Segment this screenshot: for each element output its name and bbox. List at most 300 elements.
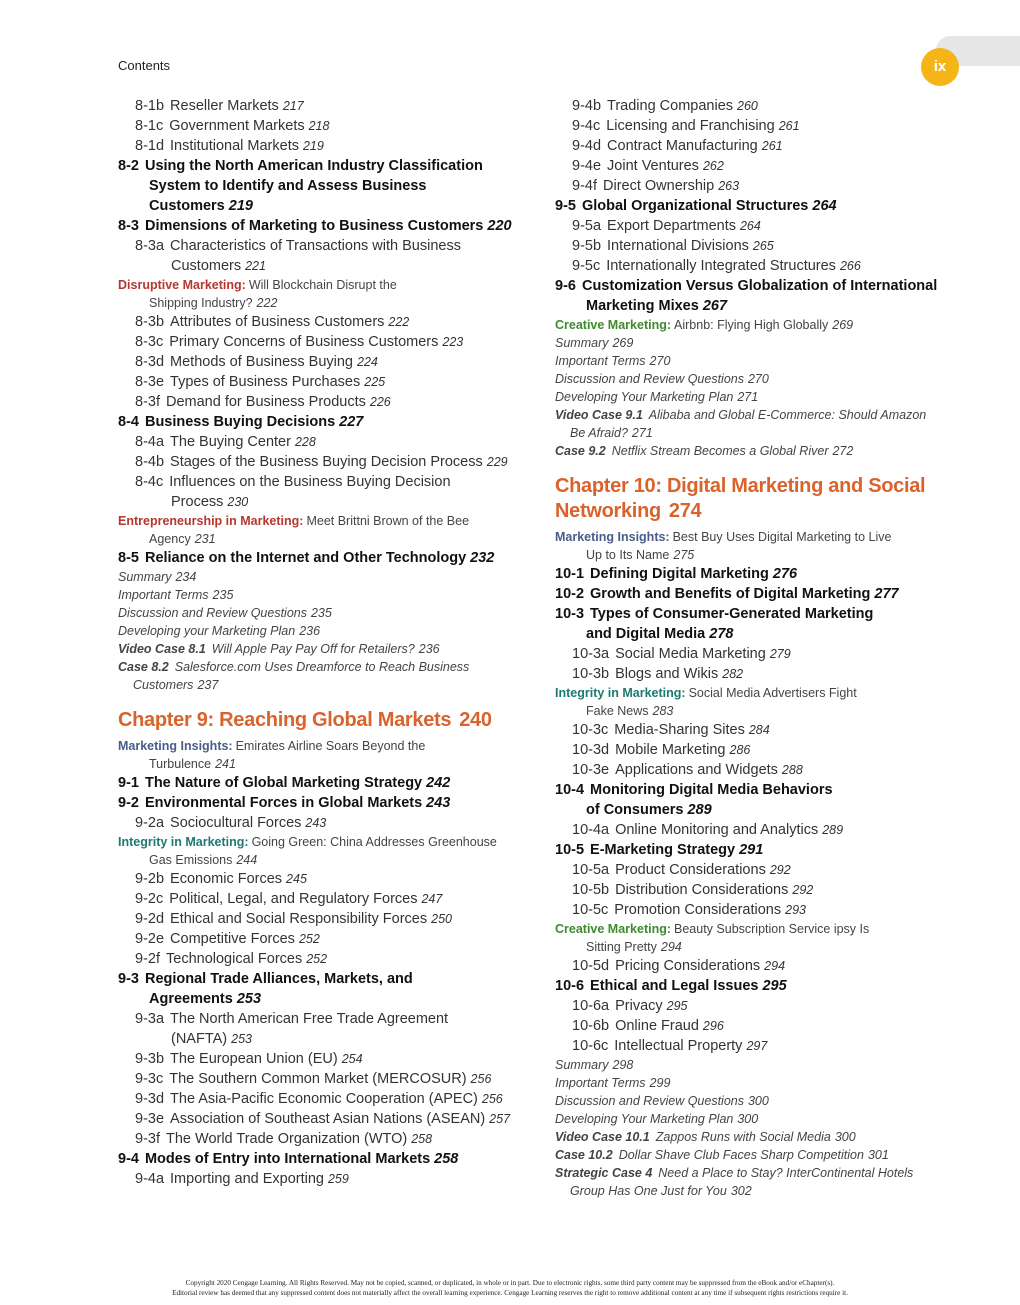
- chapter-title-line: Chapter 9: Reaching Global Markets 240: [118, 709, 492, 731]
- entry-title-text: Blogs and Wikis: [615, 666, 719, 682]
- page-number: 301: [867, 1148, 889, 1162]
- entry-number: Video Case 8.1: [118, 642, 206, 656]
- entry-number: 8-4: [118, 414, 139, 430]
- entry-title-line: [555, 408, 926, 422]
- entry-title-text: Developing Your Marketing Plan: [555, 390, 734, 404]
- feature-box-entry: [555, 684, 955, 720]
- entry-title-text: Group Has One Just for You: [570, 1184, 727, 1198]
- page-number: 271: [737, 390, 759, 404]
- entry-title-line: [135, 256, 528, 276]
- feature-box-entry: [555, 920, 955, 956]
- page-number: 235: [212, 588, 234, 602]
- subsection-entry: [555, 664, 955, 684]
- entry-title-line: Agency 231: [149, 532, 216, 546]
- feature-label: Marketing Insights:: [118, 739, 233, 753]
- entry-title-text: Important Terms: [555, 1076, 646, 1090]
- entry-number: 10-3d: [572, 742, 610, 758]
- subsection-entry: [555, 156, 955, 176]
- entry-title-text: Pricing Considerations: [615, 958, 761, 974]
- entry-title-line: [555, 624, 955, 644]
- page-number: 232: [470, 550, 495, 566]
- entry-title-line: [135, 891, 442, 907]
- page-number: 294: [660, 940, 682, 954]
- entry-title-line: [572, 958, 785, 974]
- entry-title-text: Developing your Marketing Plan: [118, 624, 296, 638]
- entry-title-text: Economic Forces: [170, 871, 283, 887]
- entry-title-line: [135, 474, 451, 490]
- entry-title-line: [135, 98, 304, 114]
- page-number: 282: [722, 667, 744, 681]
- entry-title-text: The Asia-Pacific Economic Cooperation (APEC): [170, 1091, 478, 1107]
- subsection-entry: [118, 312, 528, 332]
- page-number: 242: [426, 775, 451, 791]
- entry-number: 9-2e: [135, 931, 165, 947]
- entry-title-text: Joint Ventures: [607, 158, 699, 174]
- subsection-entry: [118, 1109, 528, 1129]
- entry-title-text: Regional Trade Alliances, Markets, and: [144, 971, 413, 987]
- entry-title-line: [555, 586, 899, 602]
- entry-number: 8-1b: [135, 98, 165, 114]
- page-number: 231: [194, 532, 216, 546]
- page-number: 298: [612, 1058, 634, 1072]
- entry-number: 8-3b: [135, 314, 165, 330]
- entry-title-line: [555, 606, 873, 622]
- subsection-entry: [555, 1016, 955, 1036]
- entry-number: 8-4a: [135, 434, 165, 450]
- page-number: 250: [431, 912, 452, 926]
- entry-title-line: [555, 1148, 889, 1162]
- entry-title-line: [555, 444, 853, 458]
- feature-label: Marketing Insights:: [555, 530, 670, 544]
- entry-title-line: [572, 1018, 724, 1034]
- feature-box-entry: [555, 316, 955, 334]
- section-entry: [555, 276, 955, 316]
- subsection-entry: [118, 1049, 528, 1069]
- subsection-entry: [555, 900, 955, 920]
- end-matter-entry: [118, 568, 528, 586]
- section-entry: [555, 196, 955, 216]
- entry-number: 9-2f: [135, 951, 160, 967]
- page-number: 275: [673, 548, 695, 562]
- subsection-entry: [118, 332, 528, 352]
- toc-left-column: [118, 96, 528, 1189]
- entry-title-text: Important Terms: [555, 354, 646, 368]
- entry-title-line: [118, 795, 450, 811]
- entry-number: Video Case 9.1: [555, 408, 643, 422]
- page-number: 234: [175, 570, 197, 584]
- subsection-entry: [118, 96, 528, 116]
- entry-title-text: Be Afraid?: [570, 426, 628, 440]
- entry-title-line: [572, 238, 774, 254]
- entry-number: Case 9.2: [555, 444, 606, 458]
- feature-label: Disruptive Marketing:: [118, 278, 246, 292]
- end-matter-entry: [555, 352, 955, 370]
- entry-number: 10-6c: [572, 1038, 609, 1054]
- entry-title-line: [572, 98, 758, 114]
- entry-title-line: [555, 566, 797, 582]
- subsection-entry: [555, 996, 955, 1016]
- entry-number: 9-3b: [135, 1051, 165, 1067]
- page-number: 228: [294, 435, 316, 449]
- entry-number: 9-3e: [135, 1111, 165, 1127]
- subsection-entry: [118, 352, 528, 372]
- subsection-entry: [555, 96, 955, 116]
- page-number-badge: ix: [921, 48, 959, 86]
- entry-title-text: Demand for Business Products: [166, 394, 366, 410]
- feature-label: Integrity in Marketing:: [118, 835, 249, 849]
- entry-number: 8-2: [118, 158, 139, 174]
- entry-title-line: [118, 1151, 458, 1167]
- page-number: 227: [339, 414, 364, 430]
- entry-title-line: Shipping Industry? 222: [149, 296, 278, 310]
- page-number: 225: [364, 375, 386, 389]
- subsection-entry: [555, 1036, 955, 1056]
- page-number: 254: [341, 1052, 363, 1066]
- entry-title-text: Alibaba and Global E-Commerce: Should Amazon: [648, 408, 927, 422]
- entry-number: 8-3f: [135, 394, 160, 410]
- page-number: 277: [874, 586, 899, 602]
- page-number: 283: [652, 704, 674, 718]
- subsection-entry: [555, 720, 955, 740]
- entry-number: 10-5: [555, 842, 585, 858]
- page-number: 222: [388, 315, 410, 329]
- end-matter-entry: [555, 1128, 955, 1146]
- entry-title-text: Mobile Marketing: [615, 742, 726, 758]
- entry-number: 9-3d: [135, 1091, 165, 1107]
- entry-title-text: Online Monitoring and Analytics: [615, 822, 819, 838]
- entry-number: 8-1c: [135, 118, 164, 134]
- copyright-footer: [0, 1278, 1020, 1298]
- entry-title-line: [135, 374, 385, 390]
- page-number: 243: [305, 816, 327, 830]
- subsection-entry: [118, 136, 528, 156]
- entry-title-text: Marketing Mixes: [586, 298, 699, 314]
- entry-title-line: Best Buy Uses Digital Marketing to Live: [672, 530, 892, 544]
- entry-number: 10-6a: [572, 998, 610, 1014]
- entry-number: 9-4d: [572, 138, 602, 154]
- subsection-entry: [118, 452, 528, 472]
- subsection-entry: [118, 432, 528, 452]
- entry-title-line: Going Green: China Addresses Greenhouse: [251, 835, 497, 849]
- section-entry: [118, 969, 528, 1009]
- entry-number: 9-4a: [135, 1171, 165, 1187]
- entry-title-text: Monitoring Digital Media Behaviors: [590, 782, 833, 798]
- entry-title-text: Summary: [555, 336, 609, 350]
- feature-label: Creative Marketing:: [555, 318, 672, 332]
- entry-title-text: Customization Versus Globalization of International: [581, 278, 938, 294]
- entry-number: 10-4a: [572, 822, 610, 838]
- page-number: 252: [298, 932, 320, 946]
- end-matter-entry: [118, 658, 528, 694]
- entry-title-text: Social Media Marketing: [615, 646, 766, 662]
- entry-title-text: Ethical and Social Responsibility Forces: [170, 911, 428, 927]
- entry-title-text: Characteristics of Transactions with Business: [170, 238, 461, 254]
- page-number: 220: [487, 218, 512, 234]
- entry-number: 10-3b: [572, 666, 610, 682]
- end-matter-entry: [555, 334, 955, 352]
- end-matter-entry: [118, 640, 528, 658]
- entry-title-text: Growth and Benefits of Digital Marketing: [590, 586, 871, 602]
- page-number: 274: [668, 500, 702, 522]
- entry-title-text: Political, Legal, and Regulatory Forces: [169, 891, 418, 907]
- entry-title-text: Customers: [149, 198, 225, 214]
- entry-title-text: International Divisions: [607, 238, 749, 254]
- section-entry: [555, 564, 955, 584]
- entry-title-text: Product Considerations: [615, 862, 766, 878]
- entry-title-line: [135, 118, 329, 134]
- page-number: 261: [778, 119, 800, 133]
- section-entry: [118, 793, 528, 813]
- entry-number: 8-1d: [135, 138, 165, 154]
- entry-number: 9-4c: [572, 118, 601, 134]
- entry-title-line: [118, 642, 440, 656]
- entry-title-text: Importing and Exporting: [170, 1171, 324, 1187]
- page-number: 270: [747, 372, 769, 386]
- entry-title-line: [555, 390, 758, 404]
- chapter-heading: [555, 474, 955, 524]
- subsection-entry: [118, 472, 528, 512]
- entry-title-text: The Nature of Global Marketing Strategy: [144, 775, 423, 791]
- entry-title-text: Reseller Markets: [170, 98, 279, 114]
- entry-title-line: [135, 1131, 432, 1147]
- entry-title-text: Summary: [555, 1058, 609, 1072]
- feature-box-entry: [118, 512, 528, 548]
- entry-title-line: [135, 951, 327, 967]
- entry-title-line: [555, 842, 763, 858]
- entry-title-line: Turbulence 241: [149, 757, 236, 771]
- entry-title-line: [118, 660, 469, 674]
- entry-title-text: Institutional Markets: [170, 138, 299, 154]
- entry-title-text: Influences on the Business Buying Decision: [169, 474, 451, 490]
- subsection-entry: [118, 1089, 528, 1109]
- entry-title-text: The North American Free Trade Agreement: [170, 1011, 449, 1027]
- entry-title-line: [135, 1011, 448, 1027]
- subsection-entry: [118, 392, 528, 412]
- page-number: 223: [442, 335, 464, 349]
- entry-title-text: Association of Southeast Asian Nations (ASEAN): [170, 1111, 486, 1127]
- entry-title-text: Types of Business Purchases: [170, 374, 361, 390]
- entry-number: Case 8.2: [118, 660, 169, 674]
- entry-title-text: Discussion and Review Questions: [555, 372, 744, 386]
- entry-title-text: Sociocultural Forces: [170, 815, 302, 831]
- page-number: 230: [227, 495, 249, 509]
- entry-title-line: [555, 1058, 633, 1072]
- entry-number: 10-5a: [572, 862, 610, 878]
- page-number: 252: [306, 952, 328, 966]
- page-number: 235: [310, 606, 332, 620]
- entry-title-text: Ethical and Legal Issues: [590, 978, 759, 994]
- entry-number: 10-6: [555, 978, 585, 994]
- entry-title-line: [135, 1051, 363, 1067]
- entry-title-line: [135, 1111, 510, 1127]
- entry-title-line: Will Blockchain Disrupt the: [248, 278, 397, 292]
- subsection-entry: [555, 760, 955, 780]
- entry-title-line: [135, 815, 326, 831]
- entry-title-line: Emirates Airline Soars Beyond the: [235, 739, 426, 753]
- entry-title-line: Meet Brittni Brown of the Bee: [306, 514, 470, 528]
- entry-title-line: [118, 158, 483, 174]
- section-entry: [555, 604, 955, 644]
- entry-title-text: Distribution Considerations: [615, 882, 789, 898]
- page-number: 295: [762, 978, 787, 994]
- entry-number: 9-3a: [135, 1011, 165, 1027]
- entry-title-text: Defining Digital Marketing: [590, 566, 769, 582]
- entry-title-line: [555, 1130, 856, 1144]
- subsection-entry: [555, 644, 955, 664]
- entry-title-line: Up to Its Name 275: [586, 548, 695, 562]
- entry-title-line: [555, 800, 955, 820]
- page-number: 261: [761, 139, 783, 153]
- page-number: 262: [702, 159, 724, 173]
- page-number: 292: [769, 863, 791, 877]
- entry-title-text: Developing Your Marketing Plan: [555, 1112, 734, 1126]
- page-number: 218: [308, 119, 330, 133]
- entry-title-line: [572, 882, 813, 898]
- entry-number: 10-3c: [572, 722, 609, 738]
- page-number: 264: [812, 198, 837, 214]
- subsection-entry: [118, 1169, 528, 1189]
- entry-number: 8-4b: [135, 454, 165, 470]
- page-number: 260: [737, 99, 758, 113]
- entry-number: 8-3e: [135, 374, 165, 390]
- feature-label: Creative Marketing:: [555, 922, 672, 936]
- entry-title-line: [118, 676, 528, 694]
- section-entry: [118, 412, 528, 432]
- entry-title-line: [555, 782, 833, 798]
- section-entry: [118, 1149, 528, 1169]
- page-number: 291: [739, 842, 764, 858]
- subsection-entry: [555, 176, 955, 196]
- page-number: 284: [748, 723, 770, 737]
- section-entry: [555, 840, 955, 860]
- feature-box-entry: [555, 528, 955, 564]
- entry-title-text: Technological Forces: [166, 951, 303, 967]
- section-entry: [118, 548, 528, 568]
- entry-title-line: [555, 198, 837, 214]
- entry-title-text: Using the North American Industry Classification: [144, 158, 483, 174]
- entry-title-text: Netflix Stream Becomes a Global River: [611, 444, 829, 458]
- entry-title-line: [135, 314, 409, 330]
- page-number: 245: [286, 872, 307, 886]
- entry-title-text: Customers: [133, 678, 194, 692]
- page-number: 264: [739, 219, 761, 233]
- entry-number: 9-2c: [135, 891, 164, 907]
- entry-title-text: Business Buying Decisions: [144, 414, 336, 430]
- entry-title-text: Trading Companies: [607, 98, 734, 114]
- entry-number: 10-3: [555, 606, 585, 622]
- entry-number: 10-2: [555, 586, 585, 602]
- entry-title-text: The Buying Center: [170, 434, 291, 450]
- page-number: 237: [197, 678, 219, 692]
- section-entry: [118, 216, 528, 236]
- entry-title-text: Direct Ownership: [603, 178, 715, 194]
- entry-title-line: [135, 434, 316, 450]
- subsection-entry: [555, 116, 955, 136]
- entry-title-text: Summary: [118, 570, 172, 584]
- entry-title-text: Will Apple Pay Pay Off for Retailers?: [211, 642, 415, 656]
- entry-title-line: [135, 1091, 503, 1107]
- page-number: 289: [822, 823, 844, 837]
- page-number: 256: [470, 1072, 492, 1086]
- page-number: 286: [729, 743, 751, 757]
- subsection-entry: [555, 740, 955, 760]
- page-number: 295: [666, 999, 688, 1013]
- subsection-entry: [118, 949, 528, 969]
- page-number: 224: [357, 355, 378, 369]
- entry-number: 10-5b: [572, 882, 610, 898]
- entry-title-text: The Southern Common Market (MERCOSUR): [169, 1071, 467, 1087]
- entry-number: 8-3c: [135, 334, 164, 350]
- entry-title-text: Competitive Forces: [170, 931, 295, 947]
- entry-title-line: [118, 176, 528, 196]
- page-number: 244: [236, 853, 258, 867]
- entry-number: 10-6b: [572, 1018, 610, 1034]
- entry-title-text: Salesforce.com Uses Dreamforce to Reach Business: [174, 660, 470, 674]
- entry-number: 9-4f: [572, 178, 597, 194]
- feature-label: Entrepreneurship in Marketing:: [118, 514, 304, 528]
- entry-title-line: [572, 998, 688, 1014]
- entry-title-text: Primary Concerns of Business Customers: [169, 334, 439, 350]
- entry-number: 9-5c: [572, 258, 601, 274]
- entry-title-line: [555, 278, 937, 294]
- entry-title-text: Customers: [171, 258, 242, 274]
- page-number: 296: [702, 1019, 724, 1033]
- entry-title-text: Types of Consumer-Generated Marketing: [590, 606, 874, 622]
- page-number: 221: [245, 259, 266, 273]
- entry-title-line: [555, 1112, 758, 1126]
- chapter-heading: [118, 708, 528, 733]
- entry-title-line: [118, 196, 528, 216]
- entry-title-line: [572, 158, 724, 174]
- entry-title-line: Sitting Pretty 294: [586, 940, 682, 954]
- entry-title-text: Important Terms: [118, 588, 209, 602]
- entry-number: Video Case 10.1: [555, 1130, 650, 1144]
- entry-title-line: [572, 822, 843, 838]
- entry-title-line: [555, 1166, 913, 1180]
- page-number: 297: [746, 1039, 768, 1053]
- entry-title-line: [572, 722, 770, 738]
- entry-number: 9-2: [118, 795, 139, 811]
- page-number: 263: [718, 179, 740, 193]
- entry-title-line: [135, 394, 391, 410]
- subsection-entry: [118, 1009, 528, 1049]
- subsection-entry: [555, 216, 955, 236]
- subsection-entry: [555, 880, 955, 900]
- page-number: 257: [489, 1112, 511, 1126]
- entry-title-line: [135, 931, 320, 947]
- entry-title-text: Media-Sharing Sites: [614, 722, 745, 738]
- entry-title-line: [572, 666, 743, 682]
- entry-title-line: [118, 588, 233, 602]
- entry-title-text: and Digital Media: [586, 626, 706, 642]
- feature-box-entry: [118, 276, 528, 312]
- subsection-entry: [118, 116, 528, 136]
- entry-title-text: Contract Manufacturing: [607, 138, 758, 154]
- entry-number: 9-2b: [135, 871, 165, 887]
- subsection-entry: [555, 860, 955, 880]
- page-number: 259: [327, 1172, 349, 1186]
- entry-title-line: Gas Emissions 244: [149, 853, 258, 867]
- entry-title-text: Process: [171, 494, 224, 510]
- entry-title-text: Government Markets: [169, 118, 305, 134]
- feature-box-entry: [118, 737, 528, 773]
- subsection-entry: [118, 929, 528, 949]
- copyright-line-1: Copyright 2020 Cengage Learning. All Rights Reserved. May not be copied, scanned, or duplicated, in whole or in part. Due to electronic rights, some third party content may be suppressed from the eBook and/or eChapter(s).: [185, 1279, 835, 1287]
- entry-title-line: [118, 414, 363, 430]
- page-number: 229: [486, 455, 508, 469]
- entry-title-text: Discussion and Review Questions: [555, 1094, 744, 1108]
- page-number: 243: [426, 795, 451, 811]
